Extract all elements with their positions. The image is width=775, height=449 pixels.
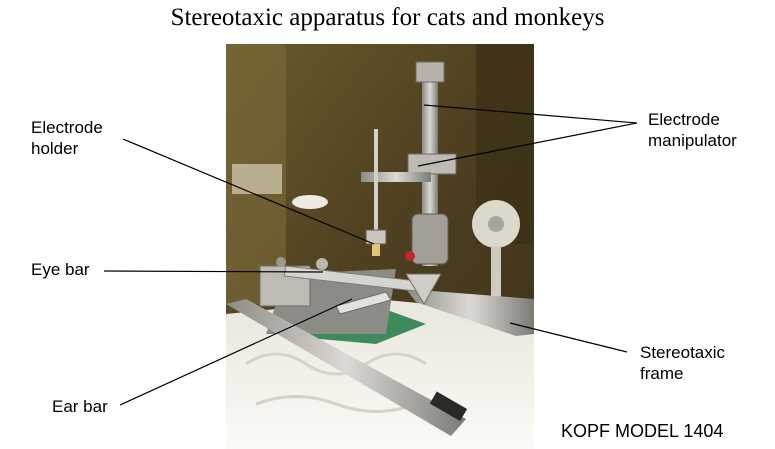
manipulator-leader-bottom	[418, 123, 637, 166]
eye-bar-leader	[104, 271, 323, 272]
label-electrode-holder	[31, 117, 103, 159]
figure-title: Stereotaxic apparatus for cats and monkeys	[170, 4, 605, 31]
label-line: frame	[640, 364, 684, 383]
electrode-holder-leader	[123, 139, 374, 244]
manipulator-leader-top	[424, 105, 637, 123]
ear-bar-leader	[120, 299, 352, 405]
label-line: Electrode	[31, 118, 103, 137]
label-ear-bar: Ear bar	[52, 397, 108, 416]
label-stereotaxic-frame	[640, 342, 725, 384]
label-line: holder	[31, 139, 79, 158]
label-line: Electrode	[648, 110, 720, 129]
label-eye-bar: Eye bar	[31, 260, 90, 279]
label-line: manipulator	[648, 131, 737, 150]
label-electrode-manipulator	[648, 109, 737, 151]
model-caption: KOPF MODEL 1404	[561, 421, 724, 441]
label-line: Stereotaxic	[640, 343, 726, 362]
frame-leader	[510, 323, 627, 352]
